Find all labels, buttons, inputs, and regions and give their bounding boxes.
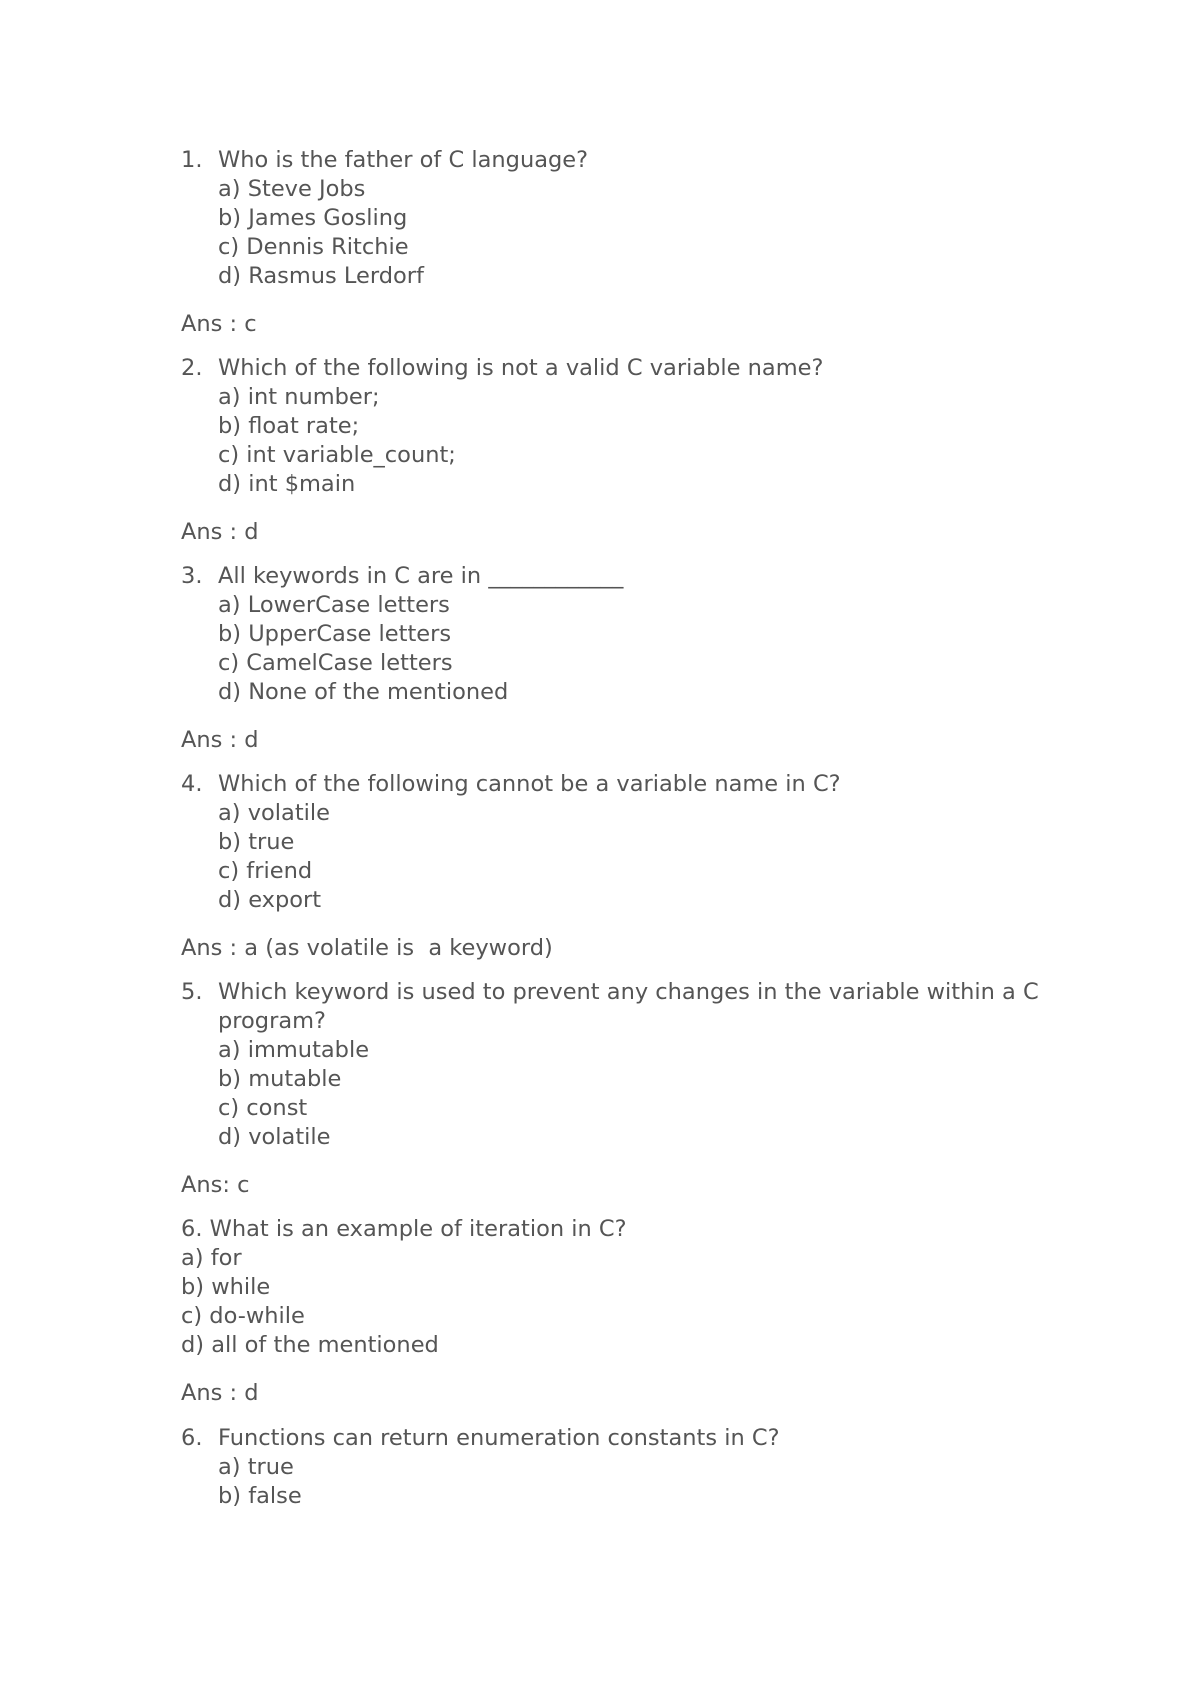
option-a: a) Steve Jobs [218, 176, 366, 202]
question-3 [181, 562, 1081, 707]
option-list [181, 799, 1081, 915]
option-d: d) export [218, 887, 322, 913]
option-list [181, 175, 1081, 291]
option-a: a) volatile [218, 800, 331, 826]
option-c: c) const [218, 1095, 308, 1121]
option-d: d) all of the mentioned [181, 1332, 439, 1358]
option-list [181, 1453, 1081, 1511]
option-d: d) None of the mentioned [218, 679, 509, 705]
question-6 [181, 1215, 1081, 1360]
question-4 [181, 770, 1081, 915]
answer-1: Ans : c [181, 311, 257, 337]
question-text: Which keyword is used to prevent any changes in the variable within a C program? [218, 979, 1039, 1034]
question-5 [181, 978, 1061, 1152]
answer-2: Ans : d [181, 519, 259, 545]
option-d: d) volatile [218, 1124, 331, 1150]
question-line [181, 978, 1061, 1036]
option-c: c) friend [218, 858, 313, 884]
option-c: c) Dennis Ritchie [218, 234, 409, 260]
option-list [181, 1036, 1061, 1152]
question-number: 4. [181, 771, 203, 797]
option-a: a) immutable [218, 1037, 370, 1063]
option-a: a) int number; [218, 384, 380, 410]
option-a: a) for [181, 1245, 242, 1271]
question-text: Who is the father of C language? [218, 147, 589, 173]
option-b: b) James Gosling [218, 205, 408, 231]
question-7 [181, 1424, 1081, 1511]
question-text: Functions can return enumeration constants in C? [218, 1425, 780, 1451]
question-text: What is an example of iteration in C? [209, 1216, 627, 1242]
question-number: 3. [181, 563, 203, 589]
answer-5: Ans: c [181, 1172, 250, 1198]
option-a: a) LowerCase letters [218, 592, 450, 618]
option-b: b) false [218, 1483, 302, 1509]
answer-3: Ans : d [181, 727, 259, 753]
question-number: 6. [181, 1425, 203, 1451]
option-d: d) Rasmus Lerdorf [218, 263, 424, 289]
option-b: b) mutable [218, 1066, 342, 1092]
option-c: c) int variable_count; [218, 442, 456, 468]
answer-4: Ans : a (as volatile is a keyword) [181, 935, 553, 961]
question-line [181, 562, 1081, 591]
option-b: b) true [218, 829, 295, 855]
option-b: b) float rate; [218, 413, 360, 439]
question-line [181, 354, 1081, 383]
option-a: a) true [218, 1454, 294, 1480]
option-b: b) UpperCase letters [218, 621, 452, 647]
option-list [181, 1244, 1081, 1360]
question-line [181, 146, 1081, 175]
option-c: c) do-while [181, 1303, 305, 1329]
option-list [181, 591, 1081, 707]
question-text: Which of the following is not a valid C variable name? [218, 355, 824, 381]
option-c: c) CamelCase letters [218, 650, 453, 676]
question-2 [181, 354, 1081, 499]
answer-6: Ans : d [181, 1380, 259, 1406]
question-text: Which of the following cannot be a variable name in C? [218, 771, 841, 797]
question-text: All keywords in C are in ____________ [218, 563, 624, 589]
option-d: d) int $main [218, 471, 356, 497]
question-number: 2. [181, 355, 203, 381]
question-number: 5. [181, 979, 203, 1005]
question-1 [181, 146, 1081, 291]
question-line [181, 1424, 1081, 1453]
question-number: 1. [181, 147, 203, 173]
question-line [181, 770, 1081, 799]
question-line [181, 1215, 1081, 1244]
question-number: 6. [181, 1216, 203, 1242]
option-b: b) while [181, 1274, 271, 1300]
option-list [181, 383, 1081, 499]
